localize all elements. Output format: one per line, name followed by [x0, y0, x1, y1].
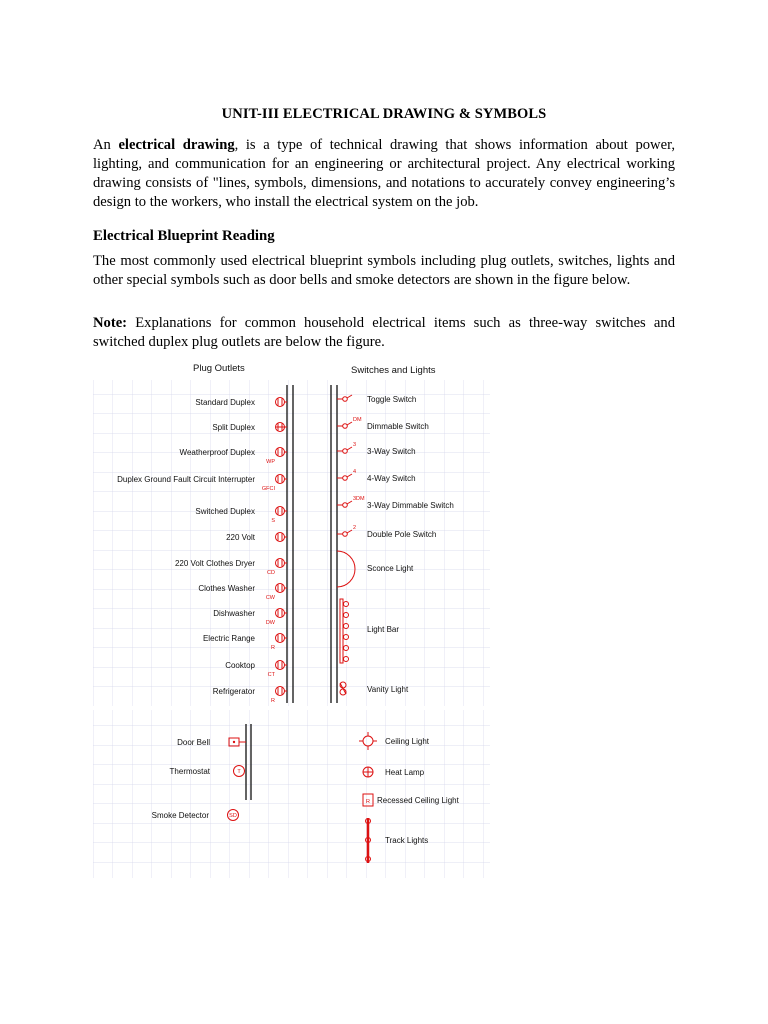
- outlet-tag: CD: [267, 570, 275, 576]
- intro-lead: An: [93, 137, 119, 153]
- switch-tag: 2: [353, 525, 357, 531]
- note-text: Explanations for common household electrical items such as three-way switches and switched duplex plug outlets are below the figure.: [93, 315, 675, 350]
- plug-outlet-label: Standard Duplex: [195, 398, 255, 407]
- outlet-tag: R: [271, 645, 275, 651]
- switch-tag: DM: [353, 417, 362, 423]
- light-label: Recessed Ceiling Light: [377, 796, 459, 805]
- intro-paragraph: [93, 136, 675, 212]
- special-symbol-label: Smoke Detector: [151, 811, 209, 820]
- switch-light-label: 3-Way Switch: [367, 447, 416, 456]
- page-title: UNIT-III ELECTRICAL DRAWING & SYMBOLS: [221, 106, 547, 122]
- plug-outlet-label: Duplex Ground Fault Circuit Interrupter: [117, 475, 255, 484]
- light-label: Ceiling Light: [385, 737, 430, 746]
- plug-outlet-label: Clothes Washer: [198, 584, 255, 593]
- outlet-tag: CT: [267, 672, 275, 678]
- plug-outlet-label: Split Duplex: [212, 423, 255, 432]
- plug-outlets-header: Plug Outlets: [193, 363, 245, 374]
- plug-outlet-label: Refrigerator: [212, 687, 255, 696]
- special-tag: T: [237, 769, 241, 775]
- plug-outlet-label: 220 Volt Clothes Dryer: [174, 559, 255, 568]
- switch-tag: 4: [353, 469, 357, 475]
- outlet-tag: S: [271, 518, 275, 524]
- switch-light-label: Toggle Switch: [367, 395, 417, 404]
- switch-tag: 3DM: [353, 496, 365, 502]
- special-symbol-label: Thermostat: [169, 767, 210, 776]
- section-heading: Electrical Blueprint Reading: [93, 228, 275, 244]
- plug-outlet-label: Weatherproof Duplex: [179, 448, 255, 457]
- note-paragraph: [93, 314, 675, 352]
- light-label: Heat Lamp: [385, 768, 425, 777]
- switches-lights-header: Switches and Lights: [351, 365, 436, 376]
- switch-light-label: 3-Way Dimmable Switch: [367, 501, 454, 510]
- grid-bottom: [93, 710, 490, 878]
- light-label: Track Lights: [385, 836, 429, 845]
- plug-outlet-label: Electric Range: [202, 634, 255, 643]
- switch-light-label: 4-Way Switch: [367, 474, 416, 483]
- switch-tag: 3: [353, 442, 357, 448]
- plug-outlet-label: Cooktop: [225, 661, 255, 670]
- plug-outlet-label: 220 Volt: [226, 533, 255, 542]
- outlet-tag: CW: [265, 595, 275, 601]
- outlet-tag: DW: [265, 620, 275, 626]
- grid-top: [93, 380, 490, 706]
- switch-light-label: Double Pole Switch: [367, 530, 437, 539]
- paragraph-2: The most commonly used electrical blueprint symbols including plug outlets, switches, lights and other special symbols such as door bells and smoke detectors are shown in the figure below.: [93, 253, 675, 288]
- symbols-diagram: [93, 355, 493, 880]
- switch-light-label: Sconce Light: [367, 564, 414, 573]
- outlet-tag: WP: [266, 459, 275, 465]
- special-symbol-label: Door Bell: [177, 738, 210, 747]
- switch-light-label: Dimmable Switch: [367, 422, 429, 431]
- special-tag: SD: [229, 813, 237, 819]
- outlet-tag: GFCI: [261, 486, 275, 492]
- electrical-symbols-figure: [93, 355, 493, 880]
- plug-outlet-label: Switched Duplex: [195, 507, 255, 516]
- switch-light-label: Light Bar: [367, 625, 400, 634]
- recessed-tag: R: [366, 799, 370, 805]
- switch-light-label: Vanity Light: [367, 685, 409, 694]
- intro-rest: , is a type of technical drawing that shows information about power, lighting, and communication for an engineering or architectural project. Any electrical working drawing consists of "lines, symbols, dimensions, and notations to accurately convey engineering’s design to the workers, who install the electrical system on the job.: [93, 137, 675, 210]
- outlet-tag: R: [271, 698, 275, 704]
- light-item: [363, 794, 460, 806]
- note-label: Note:: [93, 315, 128, 331]
- intro-bold-term: electrical drawing: [118, 137, 235, 153]
- plug-outlet-label: Dishwasher: [213, 609, 255, 618]
